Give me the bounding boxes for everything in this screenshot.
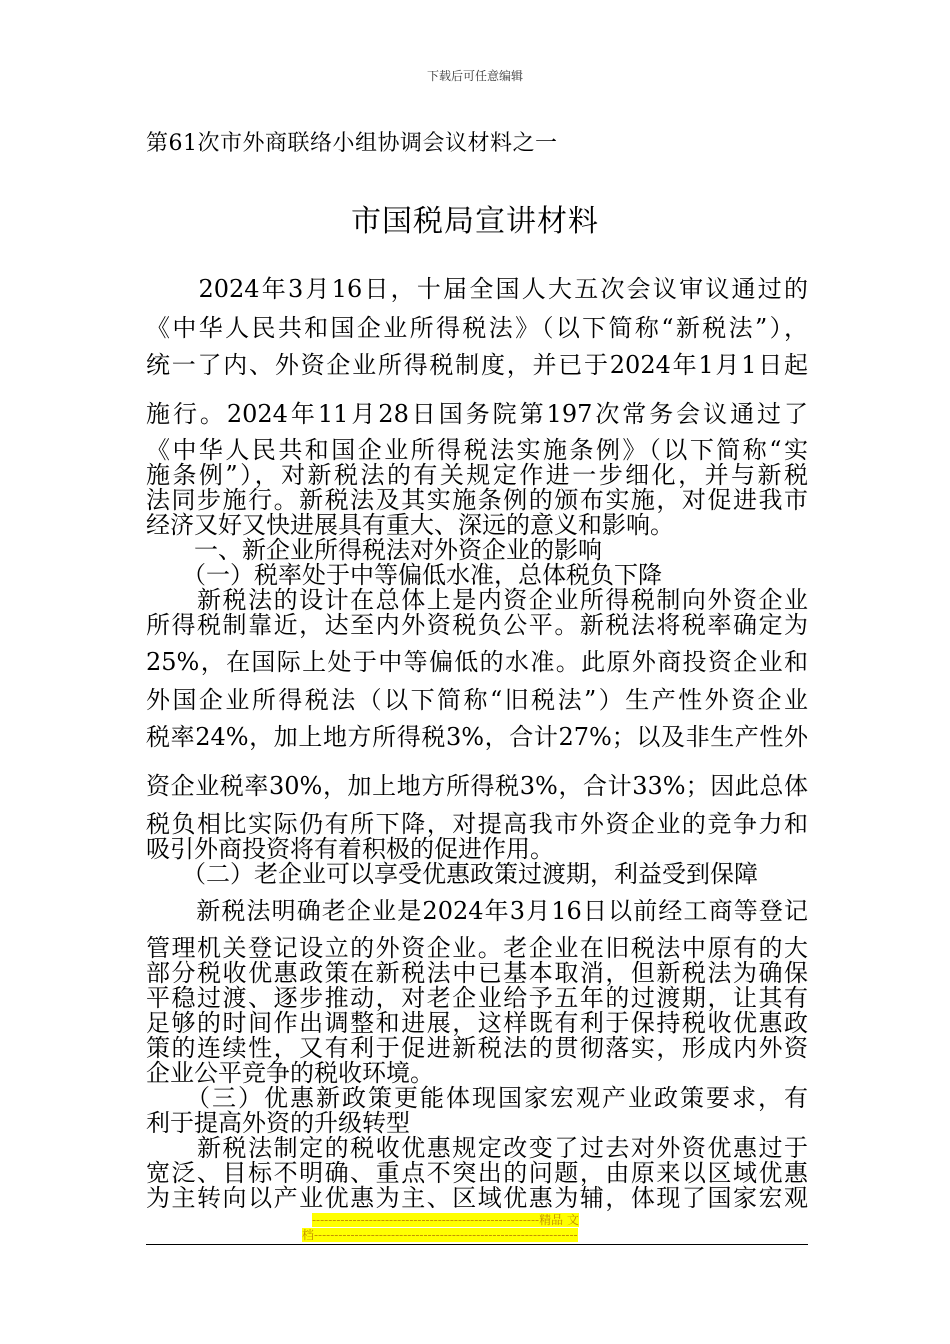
body-line: 所得税制靠近，达至内外资税负公平。新税法将税率确定为 <box>146 611 808 639</box>
body-line: 吸引外商投资将有着积极的促进作用。 <box>146 835 554 863</box>
body-line: 《中华人民共和国企业所得税法》（以下简称“新税法”）， <box>146 314 808 342</box>
body-line: 新税法明确老企业是2024年3月16日以前经工商等登记 <box>146 897 808 925</box>
footer-watermark-line <box>146 1213 950 1227</box>
body-line: 税率24%，加上地方所得税3%，合计27%；以及非生产性外 <box>146 723 808 751</box>
body-line: 法同步施行。新税法及其实施条例的颁布实施，对促进我市 <box>146 486 808 514</box>
body-line: 税负相比实际仍有所下降，对提高我市外资企业的竞争力和 <box>146 810 808 838</box>
header-note: 下载后可任意编辑 <box>426 69 523 83</box>
body-line: 资企业税率30%，加上地方所得税3%，合计33%；因此总体 <box>146 772 808 800</box>
body-line: 宽泛、目标不明确、重点不突出的问题，由原来以区域优惠 <box>146 1159 808 1187</box>
body-line: 企业公平竞争的税收环境。 <box>146 1059 434 1087</box>
body-line: 管理机关登记设立的外资企业。老企业在旧税法中原有的大 <box>146 934 808 962</box>
footer-watermark-text: 档----------------------------------------------------------------- <box>302 1228 578 1242</box>
subsection-heading: （一）税率处于中等偏低水准，总体税负下降 <box>146 561 662 589</box>
subsection-heading: （二）老企业可以享受优惠政策过渡期，利益受到保障 <box>146 860 758 888</box>
body-line: 施行。2024年11月28日国务院第197次常务会议通过了 <box>146 400 808 428</box>
body-line: 新税法的设计在总体上是内资企业所得税制向外资企业 <box>146 586 808 614</box>
section-heading: 一、新企业所得税法对外资企业的影响 <box>146 536 602 564</box>
body-line: 平稳过渡、逐步推动，对老企业给予五年的过渡期，让其有 <box>146 984 808 1012</box>
body-line: 《中华人民共和国企业所得税法实施条例》（以下简称“实 <box>146 436 808 464</box>
footer-watermark-line <box>146 1228 950 1242</box>
footer-divider <box>146 1244 808 1245</box>
subsection-heading: （三）优惠新政策更能体现国家宏观产业政策要求，有 <box>146 1084 808 1112</box>
body-line: 外国企业所得税法（以下简称“旧税法”）生产性外资企业 <box>146 686 808 714</box>
body-line: 施条例”），对新税法的有关规定作进一步细化，并与新税 <box>146 461 808 489</box>
body-line: 经济又好又快进展具有重大、深远的意义和影响。 <box>146 511 674 539</box>
body-line: 2024年3月16日，十届全国人大五次会议审议通过的 <box>146 275 808 303</box>
body-line: 25%，在国际上处于中等偏低的水准。此原外商投资企业和 <box>146 648 808 676</box>
document-title: 市国税局宣讲材料 <box>351 204 599 239</box>
body-line: 部分税收优惠政策在新税法中已基本取消，但新税法为确保 <box>146 959 808 987</box>
document-subtitle: 第61次市外商联络小组协调会议材料之一 <box>146 131 558 156</box>
footer-watermark-text: --------------------------------------------------------精品 文 <box>312 1213 579 1227</box>
body-line: 统一了内、外资企业所得税制度，并已于2024年1月1日起 <box>146 351 808 379</box>
body-line: 足够的时间作出调整和进展，这样既有利于保持税收优惠政 <box>146 1009 808 1037</box>
body-line: 新税法制定的税收优惠规定改变了过去对外资优惠过于 <box>146 1134 808 1162</box>
subsection-heading: 利于提高外资的升级转型 <box>146 1109 410 1137</box>
body-line: 为主转向以产业优惠为主、区域优惠为辅，体现了国家宏观 <box>146 1184 808 1212</box>
body-line: 策的连续性，又有利于促进新税法的贯彻落实，形成内外资 <box>146 1034 808 1062</box>
